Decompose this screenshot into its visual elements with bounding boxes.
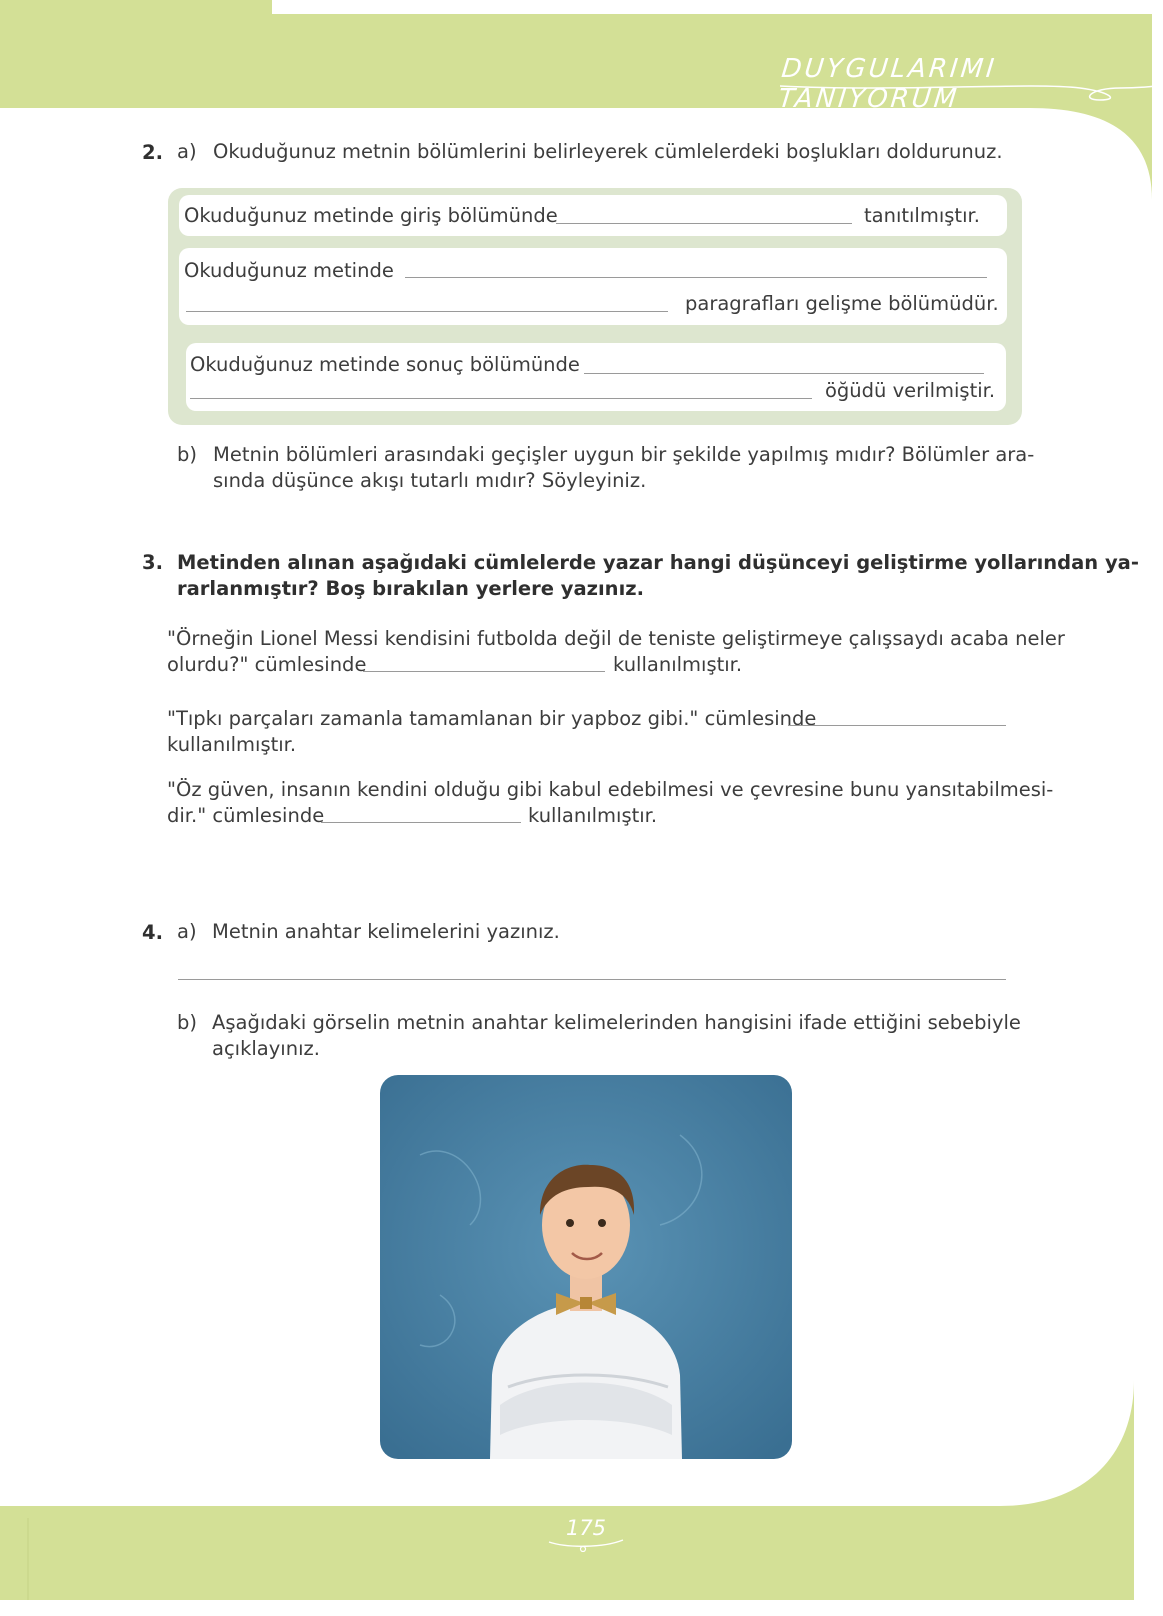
blank-sentence3[interactable] [321,822,521,823]
blank-sentence1[interactable] [363,671,605,672]
fill2-suffix: paragrafları gelişme bölümüdür. [685,292,999,315]
question-4b-line2: açıklayınız. [212,1037,320,1060]
sentence1-prefix: olurdu?" cümlesinde [167,653,367,676]
question-2b-label: b) [177,443,197,466]
question-2b-line2: sında düşünce akışı tutarlı mıdır? Söyleyiniz. [213,469,647,492]
question-4a-label: a) [177,920,197,943]
blank-development-2[interactable] [186,311,668,312]
sentence3-line1: "Öz güven, insanın kendini olduğu gibi kabul edebilmesi ve çevresine bunu yansıtabilmesi- [167,778,1054,801]
sentence2-line2: kullanılmıştır. [167,733,297,756]
blank-conclusion-1[interactable] [584,373,984,374]
fill1-suffix: tanıtılmıştır. [864,204,980,227]
blank-intro[interactable] [556,223,852,224]
sentence3-suffix: kullanılmıştır. [528,804,658,827]
page-number: 175 [565,1516,607,1540]
question-2-number: 2. [142,141,163,164]
question-4-number: 4. [142,921,163,944]
boy-photo-image [380,1075,792,1459]
question-4a-text: Metnin anahtar kelimelerini yazınız. [212,920,560,943]
blank-conclusion-2[interactable] [190,398,812,399]
question-2a-text: Okuduğunuz metnin bölümlerini belirleyerek cümlelerdeki boşlukları doldurunuz. [213,140,1003,163]
sentence2-line1: "Tıpkı parçaları zamanla tamamlanan bir yapboz gibi." cümlesinde [167,707,817,730]
blank-sentence2[interactable] [788,725,1006,726]
sentence1-suffix: kullanılmıştır. [613,653,743,676]
blank-development-1[interactable] [405,277,987,278]
sentence1-line1: "Örneğin Lionel Messi kendisini futbolda değil de teniste geliştirmeye çalışsaydı acaba neler [167,627,1065,650]
sentence3-prefix: dir." cümlesinde [167,804,325,827]
question-2a-label: a) [177,140,197,163]
question-4b-line1: Aşağıdaki görselin metnin anahtar kelimelerinden hangisini ifade ettiğini sebebiyle [212,1011,1021,1034]
fill3-suffix: öğüdü verilmiştir. [825,379,996,402]
question-3-number: 3. [142,551,163,574]
unit-title-text: DUYGULARIMI TANIYORUM [776,54,999,114]
page-number-swirl-icon [547,1536,625,1552]
question-3-line1: Metinden alınan aşağıdaki cümlelerde yazar hangi düşünceyi geliştirme yollarından ya- [177,551,1139,574]
fill1-prefix: Okuduğunuz metinde giriş bölümünde [184,204,558,227]
question-2b-line1: Metnin bölümleri arasındaki geçişler uygun bir şekilde yapılmış mıdır? Bölümler ara- [213,443,1035,466]
question-4b-label: b) [177,1011,197,1034]
fill3-prefix: Okuduğunuz metinde sonuç bölümünde [190,353,580,376]
blank-keywords[interactable] [178,979,1006,980]
question-3-line2: rarlanmıştır? Boş bırakılan yerlere yazınız. [177,577,645,600]
fill2-prefix: Okuduğunuz metinde [184,259,394,282]
title-swirl-icon [780,78,1163,108]
